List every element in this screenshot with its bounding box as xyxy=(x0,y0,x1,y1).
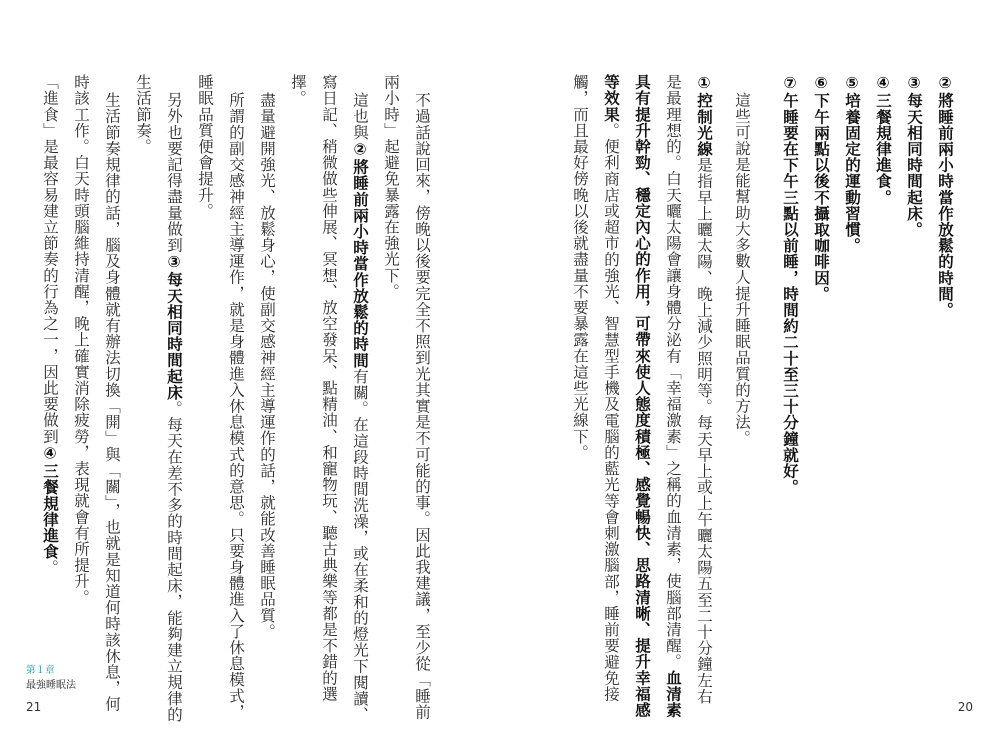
text-run: 是指早上曬太陽、晚上減少照明等。每天早上或上午曬太陽五至二十分鐘左右 xyxy=(695,157,713,705)
paragraph-line: 所謂的副交感神經主導運作，就是身體進入休息模式的意思。只要身體進入了休息模式， xyxy=(227,92,245,720)
paragraph-line: 觸，而且最好傍晚以後就盡量不要暴露在這些光線下。 xyxy=(571,74,589,461)
paragraph-line: 不過話說回來，傍晚以後要完全不照到光其實是不可能的事。因此我建議，至少從「睡前 xyxy=(413,92,431,720)
bold-phrase: 具有提升幹勁、穩定內心的作用，可帶來使人態度積極、感覺暢快、思路清晰、提升幸福感 xyxy=(633,74,651,718)
paragraph-line: 這些可說是能幫助大多數人提升睡眠品質的方法。 xyxy=(733,92,751,447)
text-run: 。每天在差不多的時間起床，能夠建立規律的 xyxy=(165,400,183,723)
page-number-left: 21 xyxy=(26,700,42,714)
list-item-3: ③每天相同時間起床。 xyxy=(905,74,923,238)
bold-phrase: 等效果 xyxy=(602,74,620,123)
bold-phrase: 血清素 xyxy=(664,669,682,719)
chapter-label: 第１章 xyxy=(26,665,55,676)
list-item-2: ②將睡前兩小時當作放鬆的時間。 xyxy=(936,74,954,318)
bold-phrase: ③每天相同時間起床 xyxy=(165,253,183,401)
paragraph-line xyxy=(163,92,185,722)
paragraph-line: 生活節奏規律的話，腦及身體就有辦法切換「開」與「關」，也就是知道何時該休息，何 xyxy=(103,92,121,713)
paragraph-line xyxy=(349,92,371,722)
paragraph-line xyxy=(693,74,715,704)
paragraph-line: 擇。 xyxy=(289,74,307,107)
text-run: 。便利商店或超市的強光、智慧型手機及電腦的藍光等會刺激腦部，睡前要避免接 xyxy=(602,122,620,702)
list-item-4: ④三餐規律進食。 xyxy=(874,74,892,206)
bold-phrase: ①控制光線 xyxy=(695,74,713,157)
paragraph-line: 生活節奏。 xyxy=(134,74,152,155)
list-item-7: ⑦午睡要在下午三點以前睡，時間約二十至三十分鐘就好。 xyxy=(781,74,799,496)
page-number-right: 20 xyxy=(957,700,973,714)
paragraph-line xyxy=(662,74,684,718)
paragraph-line: 睡眠品質便會提升。 xyxy=(196,74,214,219)
paragraph-line: 兩小時」起避免暴露在強光下。 xyxy=(382,74,400,300)
bold-phrase: ②將睡前兩小時當作放鬆的時間 xyxy=(351,140,369,369)
paragraph-line xyxy=(631,74,653,718)
paragraph-line: 寫日記、稍微做些伸展、冥想、放空發呆、點精油、和寵物玩、聽古典樂等都是不錯的選 xyxy=(320,74,338,702)
text-run: 「進食」是最容易建立節奏的行為之一，因此要做到 xyxy=(41,74,59,445)
paragraph-line: 盡量避開強光、放鬆身心，使副交感神經主導運作的話，就能改善睡眠品質。 xyxy=(258,92,276,640)
text-run: 這也與 xyxy=(351,92,369,141)
text-run: 另外也要記得盡量做到 xyxy=(165,92,183,253)
text-run: 。 xyxy=(41,559,59,576)
chapter-title: 最強睡眠法 xyxy=(26,680,76,691)
bold-phrase: ④三餐規律進食 xyxy=(41,444,59,560)
text-run: 有關。在這段時間洗澡，或在柔和的燈光下閱讀、 xyxy=(351,368,369,723)
list-item-6: ⑥下午兩點以後不攝取咖啡因。 xyxy=(812,74,830,302)
paragraph-line xyxy=(600,74,622,702)
paragraph-line xyxy=(39,74,61,576)
text-run: 是最理想的。白天曬太陽會讓身體分泌有「幸福激素」之稱的血清素，使腦部清醒。 xyxy=(664,74,682,670)
paragraph-line: 時該工作。白天時頭腦維持清醒，晚上確實消除疲勞，表現就會有所提升。 xyxy=(72,74,90,606)
list-item-5: ⑤培養固定的運動習慣。 xyxy=(843,74,861,254)
